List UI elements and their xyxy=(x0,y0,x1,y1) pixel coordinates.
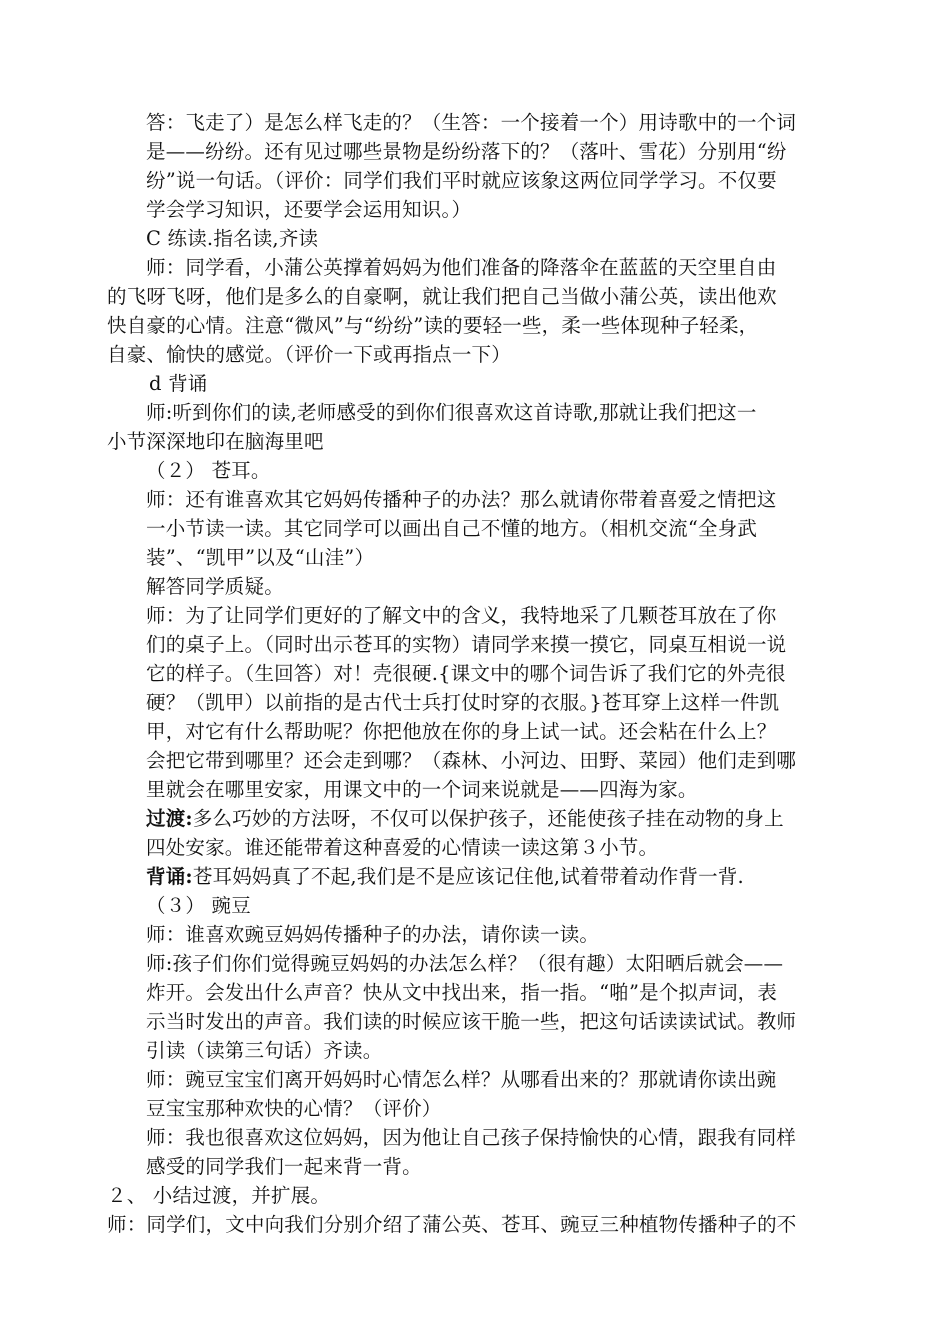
paragraph-line: C 练读.指名读,齐读 xyxy=(146,227,319,250)
paragraph-line: 答：飞走了）是怎么样飞走的？（生答：一个接着一个）用诗歌中的一个词 xyxy=(146,111,797,134)
bold-label: 背诵: xyxy=(146,865,193,888)
paragraph-line: 解答同学质疑。 xyxy=(146,575,284,598)
paragraph-line: 纷”说一句话。（评价：同学们我们平时就应该象这两位同学学习。不仅要 xyxy=(146,169,777,192)
line-text: 苍耳妈妈真了不起,我们是不是应该记住他,试着带着动作背一背. xyxy=(192,865,744,888)
paragraph-line: 学会学习知识，还要学会运用知识。） xyxy=(146,198,472,221)
paragraph-line: 它的样子。（生回答）对！壳很硬.{课文中的哪个词告诉了我们它的外壳很 xyxy=(146,662,786,685)
paragraph-line: 小节深深地印在脑海里吧 xyxy=(107,430,324,453)
paragraph-line: 一小节读一读。其它同学可以画出自己不懂的地方。（相机交流“全身武 xyxy=(146,517,758,540)
paragraph-line: 甲，对它有什么帮助呢？你把他放在你的身上试一试。还会粘在什么上？ xyxy=(146,720,777,743)
paragraph-line: 自豪、愉快的感觉。（评价一下或再指点一下） xyxy=(107,343,511,366)
line-text: 多么巧妙的方法呀，不仅可以保护孩子，还能使孩子挂在动物的身上 xyxy=(192,807,784,830)
paragraph-line: 师：豌豆宝宝们离开妈妈时心情怎么样？从哪看出来的？那就请你读出豌 xyxy=(146,1068,777,1091)
paragraph-line: 们的桌子上。（同时出示苍耳的实物）请同学来摸一摸它，同桌互相说一说 xyxy=(146,633,787,656)
paragraph-line: 师：同学看，小蒲公英撑着妈妈为他们准备的降落伞在蓝蓝的天空里自由 xyxy=(146,256,777,279)
section-heading: ２、 小结过渡，并扩展。 xyxy=(107,1184,331,1207)
paragraph-line: 里就会在哪里安家，用课文中的一个词来说就是——四海为家。 xyxy=(146,778,698,801)
paragraph-line: 师：谁喜欢豌豆妈妈传播种子的办法，请你读一读。 xyxy=(146,923,600,946)
paragraph-line: 四处安家。谁还能带着这种喜爱的心情读一读这第３小节。 xyxy=(146,836,659,859)
paragraph-line: 的飞呀飞呀，他们是多么的自豪啊，就让我们把自己当做小蒲公英，读出他欢 xyxy=(107,285,777,308)
paragraph-line: 感受的同学我们一起来背一背。 xyxy=(146,1155,422,1178)
paragraph-line: 引读（读第三句话）齐读。 xyxy=(146,1039,383,1062)
section-heading: （２） 苍耳。 xyxy=(146,459,271,482)
paragraph-line: 是——纷纷。还有见过哪些景物是纷纷落下的？（落叶、雪花）分别用“纷 xyxy=(146,140,787,163)
paragraph-line: 示当时发出的声音。我们读的时候应该干脆一些，把这句话读读试试。教师 xyxy=(146,1010,797,1033)
section-heading: （３） 豌豆 xyxy=(146,894,251,917)
bold-label: 过渡: xyxy=(146,807,193,830)
paragraph-line: 师:孩子们你们觉得豌豆妈妈的办法怎么样？（很有趣）太阳晒后就会—— xyxy=(146,952,784,975)
paragraph-line: 快自豪的心情。注意“微风”与“纷纷”读的要轻一些，柔一些体现种子轻柔， xyxy=(107,314,759,337)
paragraph-line: 装”、“凯甲”以及“山洼”） xyxy=(146,546,375,569)
paragraph-line: 豆宝宝那种欢快的心情？（评价） xyxy=(146,1097,442,1120)
paragraph-line: 师:听到你们的读,老师感受的到你们很喜欢这首诗歌,那就让我们把这一 xyxy=(146,401,757,424)
paragraph-line: 师：同学们，文中向我们分别介绍了蒲公英、苍耳、豌豆三种植物传播种子的不 xyxy=(107,1213,797,1236)
paragraph-line xyxy=(146,862,744,891)
paragraph-line: 师：为了让同学们更好的了解文中的含义，我特地采了几颗苍耳放在了你 xyxy=(146,604,777,627)
paragraph-line: 师：我也很喜欢这位妈妈，因为他让自己孩子保持愉快的心情，跟我有同样 xyxy=(146,1126,797,1149)
paragraph-line: 硬？（凯甲）以前指的是古代士兵打仗时穿的衣服。}苍耳穿上这样一件凯 xyxy=(146,691,780,714)
paragraph-line: d 背诵 xyxy=(149,372,208,395)
paragraph-line xyxy=(146,804,784,833)
paragraph-line: 会把它带到哪里？还会走到哪？（森林、小河边、田野、菜园）他们走到哪 xyxy=(146,749,797,772)
paragraph-line: 师：还有谁喜欢其它妈妈传播种子的办法？那么就请你带着喜爱之情把这 xyxy=(146,488,777,511)
paragraph-line: 炸开。会发出什么声音？快从文中找出来，指一指。“啪”是个拟声词，表 xyxy=(146,981,778,1004)
